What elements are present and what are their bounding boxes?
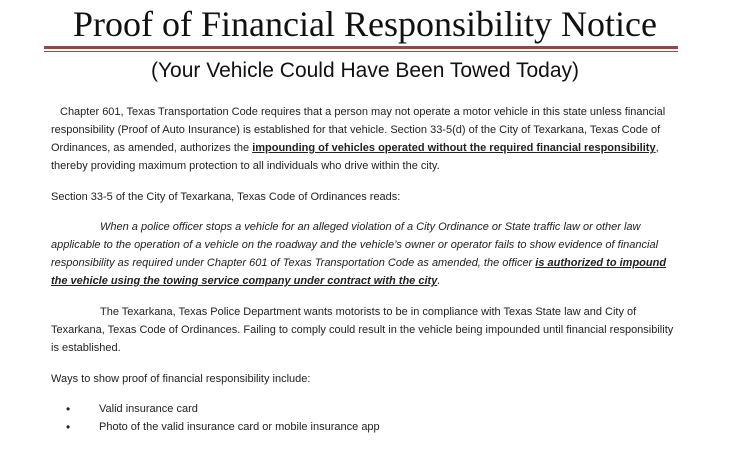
paragraph-section-33-5: Section 33-5 of the City of Texarkana, Texas Code of Ordinances reads:	[51, 191, 401, 203]
list-item-label: Photo of the valid insurance card or mobile insurance app	[99, 421, 380, 433]
ordinance-quote	[51, 218, 679, 290]
document-subtitle: (Your Vehicle Could Have Been Towed Today)	[150, 59, 580, 82]
emphasis-impounding: impounding of vehicles operated without the required financial responsibility	[252, 142, 656, 154]
document-title: Proof of Financial Responsibility Notice	[73, 4, 657, 44]
quote-text: .	[437, 275, 441, 287]
bullet-icon: •	[66, 420, 71, 434]
quote-text: When a police officer stops a vehicle for an alleged violation of a City Ordinance or State traffic law or other law applicable to the operation of a vehicle on the roadway and the vehicle’s owner or operator fails to show evidence of financial responsibility as required under Chapter 601 of Texas Transportation Code as amended, the officer	[51, 221, 659, 269]
emphasis-authorized: is authorized to impound the vehicle using the towing service company under contract with the city	[51, 257, 667, 287]
paragraph-text: Chapter 601, Texas Transportation Code requires that a person may not operate a motor vehicle in this state unless financial responsibility (Proof of Auto Insurance) is established for that vehicle. Section 33-5(d) of the City of Texarkana, Texas Code of Ordinances, as amended, authorizes the	[51, 106, 666, 154]
paragraph-ways-to-show: Ways to show proof of financial responsibility include:	[51, 373, 311, 385]
paragraph-text: , thereby providing maximum protection to all individuals who drive within the city.	[51, 142, 659, 172]
list-item	[66, 400, 380, 418]
list-item	[66, 418, 380, 436]
bullet-icon: •	[66, 402, 71, 416]
paragraph-police-department: The Texarkana, Texas Police Department wants motorists to be in compliance with Texas State law and City of Texarkana, Texas Code of Ordinances. Failing to comply could result in the vehicle being impounded until financial responsibility is established.	[51, 306, 674, 354]
paragraph-chapter-601	[51, 103, 679, 175]
proof-list	[66, 400, 380, 436]
title-divider-thick	[44, 46, 678, 49]
title-divider-thin	[44, 51, 678, 52]
list-item-label: Valid insurance card	[99, 403, 198, 415]
